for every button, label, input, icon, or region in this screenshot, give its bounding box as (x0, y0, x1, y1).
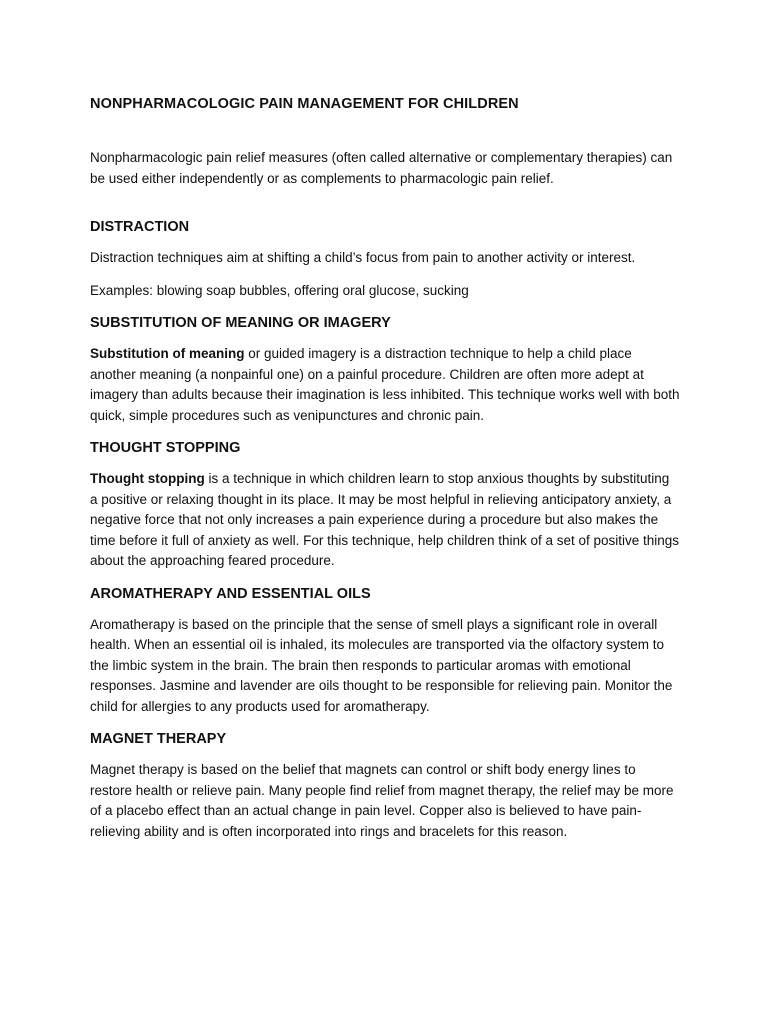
distraction-paragraph: Distraction techniques aim at shifting a child’s focus from pain to another activity or interest. (90, 250, 636, 265)
substitution-paragraph (90, 344, 680, 426)
section-substitution (90, 315, 680, 426)
aromatherapy-heading: AROMATHERAPY AND ESSENTIAL OILS (90, 585, 371, 602)
thought-stopping-body: is a technique in which children learn to stop anxious thoughts by substituting a positive or relaxing thought in its place. It may be most helpful in relieving anticipatory anxiety, a negative force that not only increases a pain experience during a procedure but also makes the time before it full of anxiety as well. For this technique, help children think of a set of positive things about the approaching feared procedure. (90, 471, 680, 568)
thought-stopping-lead-term: Thought stopping (90, 471, 205, 486)
magnet-therapy-paragraph: Magnet therapy is based on the belief that magnets can control or shift body energy lines to restore health or relieve pain. Many people find relief from magnet therapy, the relief may be more of a placebo effect than an actual change in pain level. Copper also is believed to have pain-relieving ability and is often incorporated into rings and bracelets for this reason. (90, 762, 674, 839)
thought-stopping-heading: THOUGHT STOPPING (90, 440, 241, 456)
section-thought-stopping (90, 440, 680, 572)
distraction-examples: Examples: blowing soap bubbles, offering oral glucose, sucking (90, 282, 469, 298)
intro-paragraph: Nonpharmacologic pain relief measures (often called alternative or complementary therapies) can be used either independently or as complements to pharmacologic pain relief. (90, 150, 673, 186)
section-aromatherapy (90, 586, 680, 718)
document-page (90, 96, 680, 854)
aromatherapy-paragraph: Aromatherapy is based on the principle that the sense of smell plays a significant role in overall health. When an essential oil is inhaled, its molecules are transported via the olfactory system to the limbic system in the brain. The brain then responds to particular aromas with emotional responses. Jasmine and lavender are oils thought to be responsible for relieving pain. Monitor the child for allergies to any products used for aromatherapy. (90, 616, 673, 714)
section-distraction (90, 219, 680, 301)
thought-stopping-paragraph (90, 469, 680, 572)
substitution-lead-term: Substitution of meaning (90, 346, 245, 361)
substitution-heading: SUBSTITUTION OF MEANING OR IMAGERY (90, 315, 391, 331)
substitution-body: or guided imagery is a distraction technique to help a child place another meaning (a nonpainful one) on a painful procedure. Children are often more adept at imagery than adults because their imagination is less inhibited. This technique works well with both quick, simple procedures such as venipunctures and chronic pain. (90, 346, 680, 423)
magnet-therapy-heading: MAGNET THERAPY (90, 731, 227, 747)
distraction-heading: DISTRACTION (90, 219, 190, 235)
document-title: NONPHARMACOLOGIC PAIN MANAGEMENT FOR CHILDREN (90, 96, 519, 112)
section-magnet-therapy (90, 731, 680, 842)
